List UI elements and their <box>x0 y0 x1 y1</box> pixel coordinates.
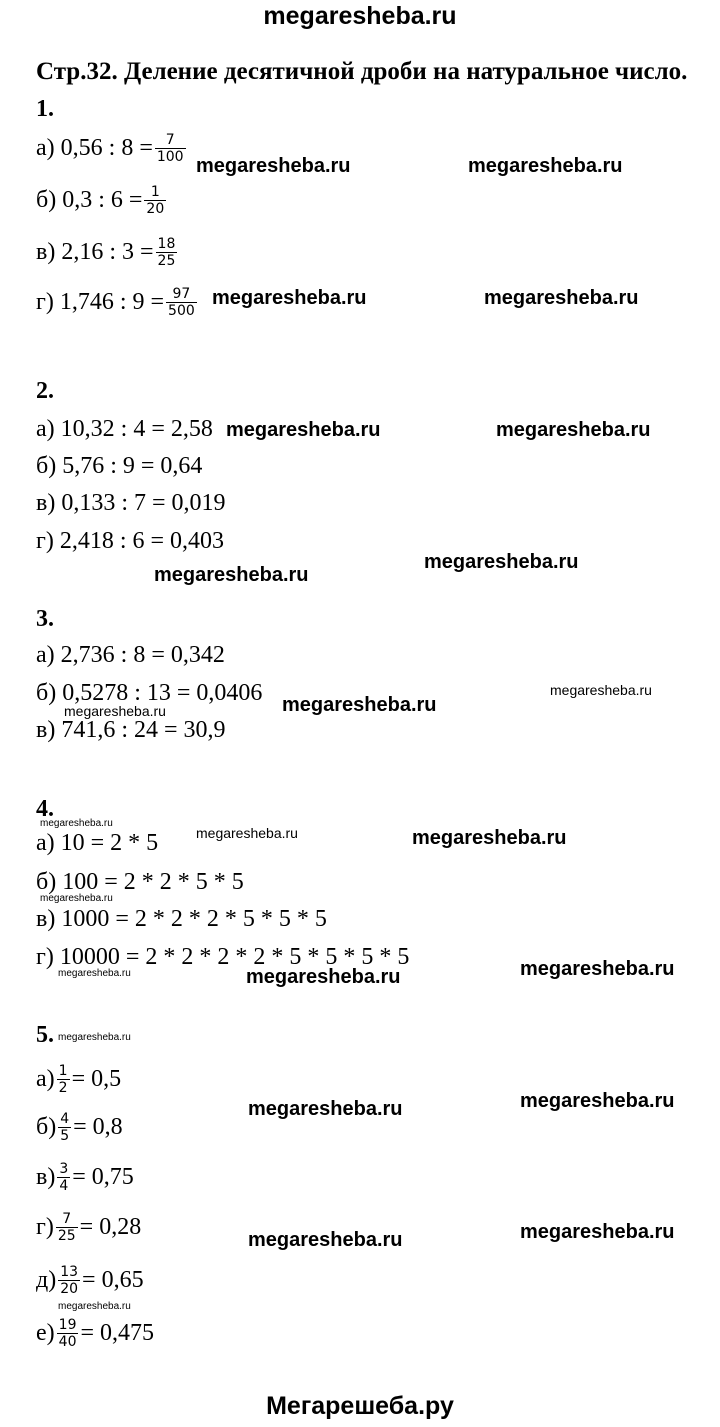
s1-b-expression: б) 0,3 : 6 = <box>36 187 143 214</box>
s1-b-fraction: $\frac{1}{20}$ <box>146 184 165 217</box>
watermark: megaresheba.ru <box>40 818 113 829</box>
s1-line-c <box>36 237 179 268</box>
section-2-number: 2. <box>36 378 54 404</box>
s1-c-fraction: $\frac{18}{25}$ <box>157 236 176 269</box>
s5-c-fraction: $\frac{3}{4}$ <box>59 1161 69 1194</box>
watermark: megaresheba.ru <box>520 1221 675 1243</box>
watermark: megaresheba.ru <box>40 893 113 904</box>
s5-b-fraction: $\frac{4}{5}$ <box>60 1111 70 1144</box>
watermark: megaresheba.ru <box>64 703 166 719</box>
s4-line-a: а) 10 = 2 * 5 <box>36 830 159 856</box>
watermark: megaresheba.ru <box>212 287 367 309</box>
s4-line-d: г) 10000 = 2 * 2 * 2 * 2 * 5 * 5 * 5 * 5 <box>36 944 410 970</box>
s5-line-c: в) $\frac{3}{4}$ = 0,75 <box>36 1161 134 1194</box>
s4-line-b: б) 100 = 2 * 2 * 5 * 5 <box>36 869 244 895</box>
s5-line-f: е) $\frac{19}{40}$ = 0,475 <box>36 1317 155 1350</box>
s5-line-b: б) $\frac{4}{5}$ = 0,8 <box>36 1111 123 1144</box>
section-4-number: 4. <box>36 796 54 822</box>
s1-line-a <box>36 133 188 164</box>
s5-e-fraction: $\frac{13}{20}$ <box>60 1264 79 1297</box>
s2-line-a: а) 10,32 : 4 = 2,58 <box>36 416 213 442</box>
site-header: megaresheba.ru <box>263 2 457 30</box>
s5-line-e: д) $\frac{13}{20}$ = 0,65 <box>36 1264 144 1297</box>
s1-d-expression: г) 1,746 : 9 = <box>36 289 165 316</box>
s2-line-b: б) 5,76 : 9 = 0,64 <box>36 453 203 479</box>
s1-c-expression: в) 2,16 : 3 = <box>36 239 154 266</box>
s1-line-d <box>36 287 199 318</box>
watermark: megaresheba.ru <box>196 825 298 841</box>
s5-line-a: а) $\frac{1}{2}$ = 0,5 <box>36 1063 122 1096</box>
watermark: megaresheba.ru <box>248 1098 403 1120</box>
s5-a-fraction: $\frac{1}{2}$ <box>58 1063 68 1096</box>
s1-a-expression: а) 0,56 : 8 = <box>36 135 153 162</box>
s3-line-b: б) 0,5278 : 13 = 0,0406 <box>36 680 263 706</box>
s3-line-c: в) 741,6 : 24 = 30,9 <box>36 717 226 743</box>
watermark: megaresheba.ru <box>412 827 567 849</box>
section-1-number: 1. <box>36 96 54 122</box>
watermark: megaresheba.ru <box>248 1229 403 1251</box>
watermark: megaresheba.ru <box>58 968 131 979</box>
s1-line-b <box>36 185 168 216</box>
s2-line-d: г) 2,418 : 6 = 0,403 <box>36 528 225 554</box>
page-title: Стр.32. Деление десятичной дроби на натуральное число. <box>36 58 688 85</box>
s1-a-fraction: $\frac{7}{100}$ <box>156 132 184 165</box>
watermark: megaresheba.ru <box>520 958 675 980</box>
s5-line-d: г) $\frac{7}{25}$ = 0,28 <box>36 1211 142 1244</box>
s5-f-fraction: $\frac{19}{40}$ <box>58 1317 77 1350</box>
watermark: megaresheba.ru <box>282 694 437 716</box>
s5-d-fraction: $\frac{7}{25}$ <box>57 1211 76 1244</box>
site-footer: Мегарешеба.ру <box>266 1392 454 1420</box>
s3-line-a: а) 2,736 : 8 = 0,342 <box>36 642 225 668</box>
watermark: megaresheba.ru <box>468 155 623 177</box>
watermark: megaresheba.ru <box>550 682 652 698</box>
s1-d-fraction: $\frac{97}{500}$ <box>168 286 195 319</box>
section-5-number: 5. <box>36 1022 54 1048</box>
s4-line-c: в) 1000 = 2 * 2 * 2 * 5 * 5 * 5 <box>36 906 327 932</box>
watermark: megaresheba.ru <box>246 966 401 988</box>
watermark: megaresheba.ru <box>484 287 639 309</box>
watermark: megaresheba.ru <box>226 419 381 441</box>
watermark: megaresheba.ru <box>520 1090 675 1112</box>
watermark: megaresheba.ru <box>58 1301 131 1312</box>
watermark: megaresheba.ru <box>58 1032 131 1043</box>
watermark: megaresheba.ru <box>196 155 351 177</box>
watermark: megaresheba.ru <box>154 564 309 586</box>
section-3-number: 3. <box>36 606 54 632</box>
watermark: megaresheba.ru <box>424 551 579 573</box>
watermark: megaresheba.ru <box>496 419 651 441</box>
s2-line-c: в) 0,133 : 7 = 0,019 <box>36 490 226 516</box>
